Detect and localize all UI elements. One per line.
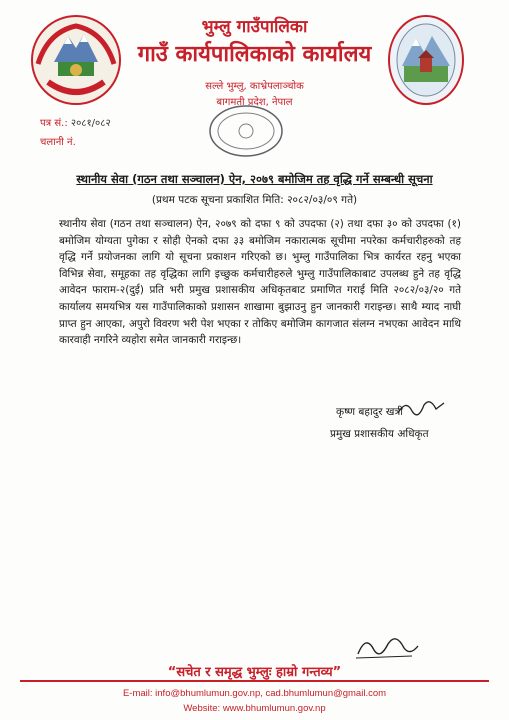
letter-number	[40, 115, 111, 129]
dispatch-number-label: चलानी नं.	[40, 137, 76, 148]
notice-body	[59, 216, 461, 349]
signatory-designation: प्रमुख प्रशासकीय अधिकृत	[330, 428, 429, 440]
municipality-seal-logo	[386, 12, 466, 108]
letter-number-label: पत्र सं.:	[40, 118, 68, 129]
footer-email: E-mail: info@bhumlumun.gov.np, cad.bhumlumun@gmail.com	[122, 688, 387, 699]
notice-title	[30, 172, 479, 187]
address-line1: सल्ले भुम्लु, काभ्रेपलाञ्चोक	[205, 81, 304, 92]
signatory-name: कृष्ण बहादुर खत्री	[336, 406, 403, 418]
footer-divider	[20, 680, 489, 682]
office-stamp	[206, 102, 286, 160]
notice-title-text: स्थानीय सेवा (गठन तथा सञ्चालन) ऐन, २०७९ बमोजिम तह वृद्धि गर्ने सम्बन्धी सूचना	[76, 172, 433, 186]
initial-signature-mark	[352, 632, 422, 662]
letter-number-value: २०८१/०८२	[70, 118, 111, 129]
footer-website: Website: www.bhumlumun.gov.np	[183, 703, 326, 714]
address-line2: बागमती प्रदेश, नेपाल	[216, 97, 293, 108]
office-name: गाउँ कार्यपालिकाको कार्यालय	[137, 42, 372, 67]
notice-subtitle: (प्रथम पटक सूचना प्रकाशित मिति: २०८२/०३/०९ गते)	[151, 194, 358, 206]
municipality-name: भुम्लु गाउँपालिका	[201, 17, 308, 37]
notice-body-paragraph: स्थानीय सेवा (गठन तथा सञ्चालन) ऐन, २०७९ को दफा ९ को उपदफा (२) तथा दफा ३० को उपदफा (१) बमोजिम योग्यता पुगेका र सोही ऐनको दफा ३३ बमोजिम नकारात्मक सूचीमा नपरेका कर्मचारीहरुको तह वृद्धि गर्ने प्रयोजनका लागि यो सूचना प्रकाशन गरिएको छ। भुम्लु गाउँपालिका भित्र कार्यरत रहनु भएका विभिन्न सेवा, समूहका तह वृद्धिका लागि इच्छुक कर्मचारीहरुले भुम्लु गाउँपालिकाबाट उपलब्ध हुने तह वृद्धि आवेदन फाराम-२(दुई) प्रति भरी प्रमुख प्रशासकीय अधिकृतबाट प्रमाणित गराई मिति २०८२/०३/२० गते कार्यालय समयभित्र यस गाउँपालिकाको प्रशासन शाखामा बुझाउनु हुन जानकारी गराइन्छ। साथै म्याद नाघी प्राप्त हुन आएका, अपुरो विवरण भरी पेश भएका र तोकिए बमोजिम कागजात संलग्न नभएका आवेदन माथि कारवाही नगरिने व्यहोरा समेत जानकारी गराइन्छ।	[59, 218, 461, 347]
footer-motto: “सचेत र समृद्ध भुम्लुः हाम्रो गन्तव्य”	[167, 665, 342, 680]
